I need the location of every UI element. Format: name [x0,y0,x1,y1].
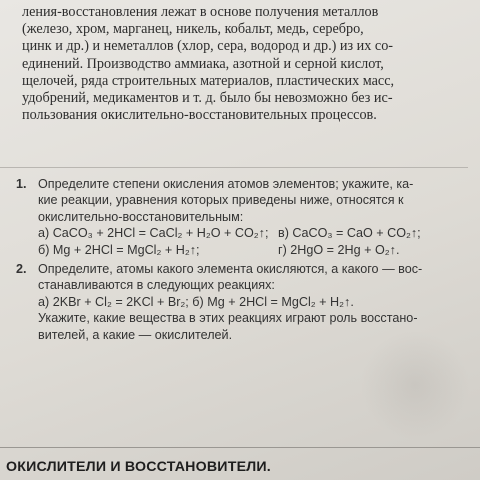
task-text-line: окислительно-восстановительным: [38,209,244,224]
task-number: 1. [16,177,27,191]
equation-a: а) CaCO₃ + 2HCl = CaCl₂ + H₂O + CO₂↑; [38,226,269,241]
paragraph-line: удобрений, медикаментов и т. д. было бы невозможно без ис- [22,90,393,107]
task-text-line: кие реакции, уравнения которых приведены ниже, относятся к [38,193,404,208]
page-smudge [360,330,470,440]
paragraph-line: единений. Производство аммиака, азотной и серной кислот, [22,55,384,72]
task-text-line: вителей, а какие — окислителей. [38,327,233,342]
equation-b: б) Mg + 2HCl = MgCl₂ + H₂↑; [38,242,200,257]
equation-g: г) 2HgO = 2Hg + O₂↑. [278,242,400,257]
paragraph-line: пользования окислительно-восстановительных процессов. [22,107,377,124]
task-text-line: Определите, атомы какого элемента окисляются, а какого — вос- [38,262,423,277]
equation-row [38,225,466,241]
section-divider [0,167,468,168]
paragraph-line: (железо, хром, марганец, никель, кобальт, медь, серебро, [22,21,364,38]
paragraph-line: цинк и др.) и неметаллов (хлор, сера, водород и др.) из их со- [22,38,394,55]
task-text-line: Укажите, какие вещества в этих реакциях играют роль восстано- [38,311,418,326]
paragraph-line: ления-восстановления лежат в основе получения металлов [22,4,379,20]
intro-paragraph [22,4,462,124]
task-2 [16,261,466,343]
section-heading: ОКИСЛИТЕЛИ И ВОССТАНОВИТЕЛИ. [6,459,271,475]
task-number: 2. [16,262,27,277]
paragraph-line: щелочей, ряда строительных материалов, пластических масс, [22,72,395,89]
task-text-line: а) 2KBr + Cl₂ = 2KCl + Br₂; б) Mg + 2HCl = MgCl₂ + H₂↑. [38,294,354,309]
equation-row [38,242,466,258]
task-text-line: Определите степени окисления атомов элементов; укажите, ка- [38,177,414,191]
task-text-line: станавливаются в следующих реакциях: [38,278,275,293]
equation-v: в) CaCO₃ = CaO + CO₂↑; [278,226,421,241]
task-list [16,176,466,346]
task-1 [16,176,466,258]
bottom-divider [0,447,480,448]
